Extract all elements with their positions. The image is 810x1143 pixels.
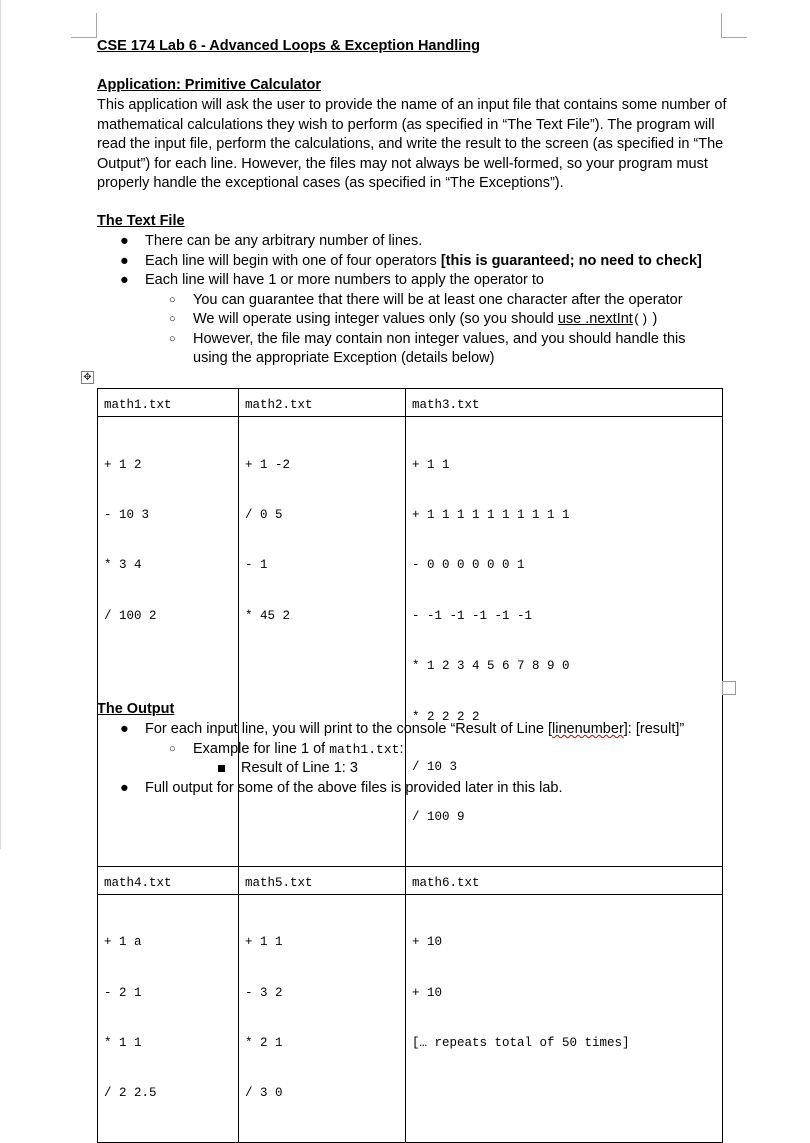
file-name-cell: math3.txt: [406, 389, 723, 417]
bullet-circle-icon: ○: [169, 293, 176, 306]
table-row: [98, 389, 723, 417]
bullet-dot-icon: ●: [120, 779, 129, 796]
code-line: - 10 3: [104, 507, 150, 522]
file-name-cell: math4.txt: [98, 866, 239, 894]
application-heading: Application: Primitive Calculator: [97, 77, 321, 93]
table-row: [98, 866, 723, 894]
code-line: - -1 -1 -1 -1 -1: [412, 608, 533, 623]
code-line: + 1 2: [104, 457, 142, 472]
code-line: + 10: [412, 935, 443, 950]
code-line: + 1 1 1 1 1 1 1 1 1 1: [412, 507, 570, 522]
file-content-cell: [239, 417, 406, 867]
output-heading: The Output: [97, 701, 175, 717]
list-item: ● There can be any arbitrary number of lines.: [97, 232, 702, 252]
list-item: ○ Example for line 1 of math1.txt: Result of Line 1: 3: [97, 740, 684, 779]
code-line: / 3 0: [245, 1086, 283, 1101]
crop-mark-top-right: [721, 13, 747, 38]
code-line: / 2 2.5: [104, 1086, 157, 1101]
output-bullet-list: [97, 720, 684, 798]
code-line: + 1 a: [104, 935, 142, 950]
next-int-code: use .nextInt: [557, 311, 633, 327]
code-line: * 1 1: [104, 1036, 142, 1051]
code-line: * 3 4: [104, 558, 142, 573]
code-line: [… repeats total of 50 times]: [412, 1036, 630, 1051]
file-name-cell: math6.txt: [406, 866, 723, 894]
bullet-square-icon: [218, 765, 225, 772]
file-content-cell: [98, 417, 239, 867]
list-item: ● For each input line, you will print to the console “Result of Line [linenumber]: [result]” ○ Example for line 1 of math1.txt: Result of Line 1: 3: [97, 720, 684, 779]
bullet-dot-icon: ●: [120, 272, 129, 288]
guarantee-note: [this is guaranteed; no need to check]: [440, 252, 702, 269]
bullet-dot-icon: ●: [120, 721, 129, 737]
list-item: ○ We will operate using integer values only (so you should use .nextInt() ): [97, 310, 702, 330]
file-content-cell: [98, 894, 239, 1142]
bullet-dot-icon: ●: [120, 233, 129, 249]
bullet-circle-icon: ○: [169, 742, 176, 755]
code-line: - 2 1: [104, 985, 142, 1000]
file-name-code: math1.txt: [329, 741, 400, 757]
table-row: [98, 417, 723, 867]
text-file-heading: The Text File: [97, 213, 185, 229]
code-line: / 10 3: [412, 759, 458, 774]
bullet-circle-icon: ○: [169, 332, 176, 345]
code-line: - 1: [245, 558, 268, 573]
code-line: - 0 0 0 0 0 0 1: [412, 558, 525, 573]
list-item: ● Each line will begin with one of four operators [this is guaranteed; no need to check]: [97, 252, 702, 272]
code-line: / 100 9: [412, 810, 465, 825]
file-content-cell: [406, 894, 723, 1142]
code-line: + 1 -2: [245, 457, 291, 472]
code-line: * 2 2 2 2: [412, 709, 480, 724]
bullet-circle-icon: ○: [169, 313, 176, 325]
code-line: + 1 1: [245, 935, 283, 950]
list-item: ○ You can guarantee that there will be at least one character after the operator: [97, 291, 702, 311]
linenumber-placeholder: linenumber: [552, 721, 624, 737]
list-item: ● Each line will have 1 or more numbers to apply the operator to ○ You can guarantee that there will be at least one character after the operator ○ We will operate using integer values only (so you should use .nextInt() ) ○ However, the file may contain non integer values, and you should handle this using the appropriate Exception (details below): [97, 271, 702, 369]
code-line: + 1 1: [412, 457, 450, 472]
code-line: / 0 5: [245, 507, 283, 522]
code-line: - 3 2: [245, 985, 283, 1000]
code-line: * 1 2 3 4 5 6 7 8 9 0: [412, 659, 570, 674]
code-line: * 2 1: [245, 1036, 283, 1051]
file-content-cell: [406, 417, 723, 867]
file-content-cell: [239, 894, 406, 1142]
code-line: + 10: [412, 985, 443, 1000]
table-row: [98, 894, 723, 1142]
code-line: * 45 2: [245, 608, 291, 623]
output-sub-list: [97, 740, 684, 779]
list-item: Result of Line 1: 3: [97, 759, 684, 779]
crop-mark-top-left: [71, 13, 97, 38]
table-resize-icon[interactable]: [722, 681, 736, 695]
output-sub-sub-list: [97, 759, 684, 779]
text-file-bullet-list: [97, 232, 702, 369]
file-name-cell: math1.txt: [98, 389, 239, 417]
application-paragraph: This application will ask the user to provide the name of an input file that contains some number of mathematical calculations they wish to perform (as specified in “The Text File”). The program will read the input file, perform the calculations, and write the result to the screen (as specified in “The Output”) for each line. However, the files may not always be well-formed, so your program must properly handle the exceptional cases (as specified in “The Exceptions”).: [97, 97, 727, 191]
list-item: ● Full output for some of the above files is provided later in this lab.: [97, 779, 684, 799]
file-name-cell: math5.txt: [239, 866, 406, 894]
bullet-dot-icon: ●: [120, 252, 129, 269]
code-line: / 100 2: [104, 608, 157, 623]
move-arrows-icon[interactable]: ✥: [81, 371, 94, 384]
document-title: CSE 174 Lab 6 - Advanced Loops & Exception Handling: [97, 38, 480, 54]
text-file-sub-list: [97, 291, 702, 369]
file-name-cell: math2.txt: [239, 389, 406, 417]
list-item: ○ However, the file may contain non integer values, and you should handle this using the appropriate Exception (details below): [169, 330, 686, 366]
